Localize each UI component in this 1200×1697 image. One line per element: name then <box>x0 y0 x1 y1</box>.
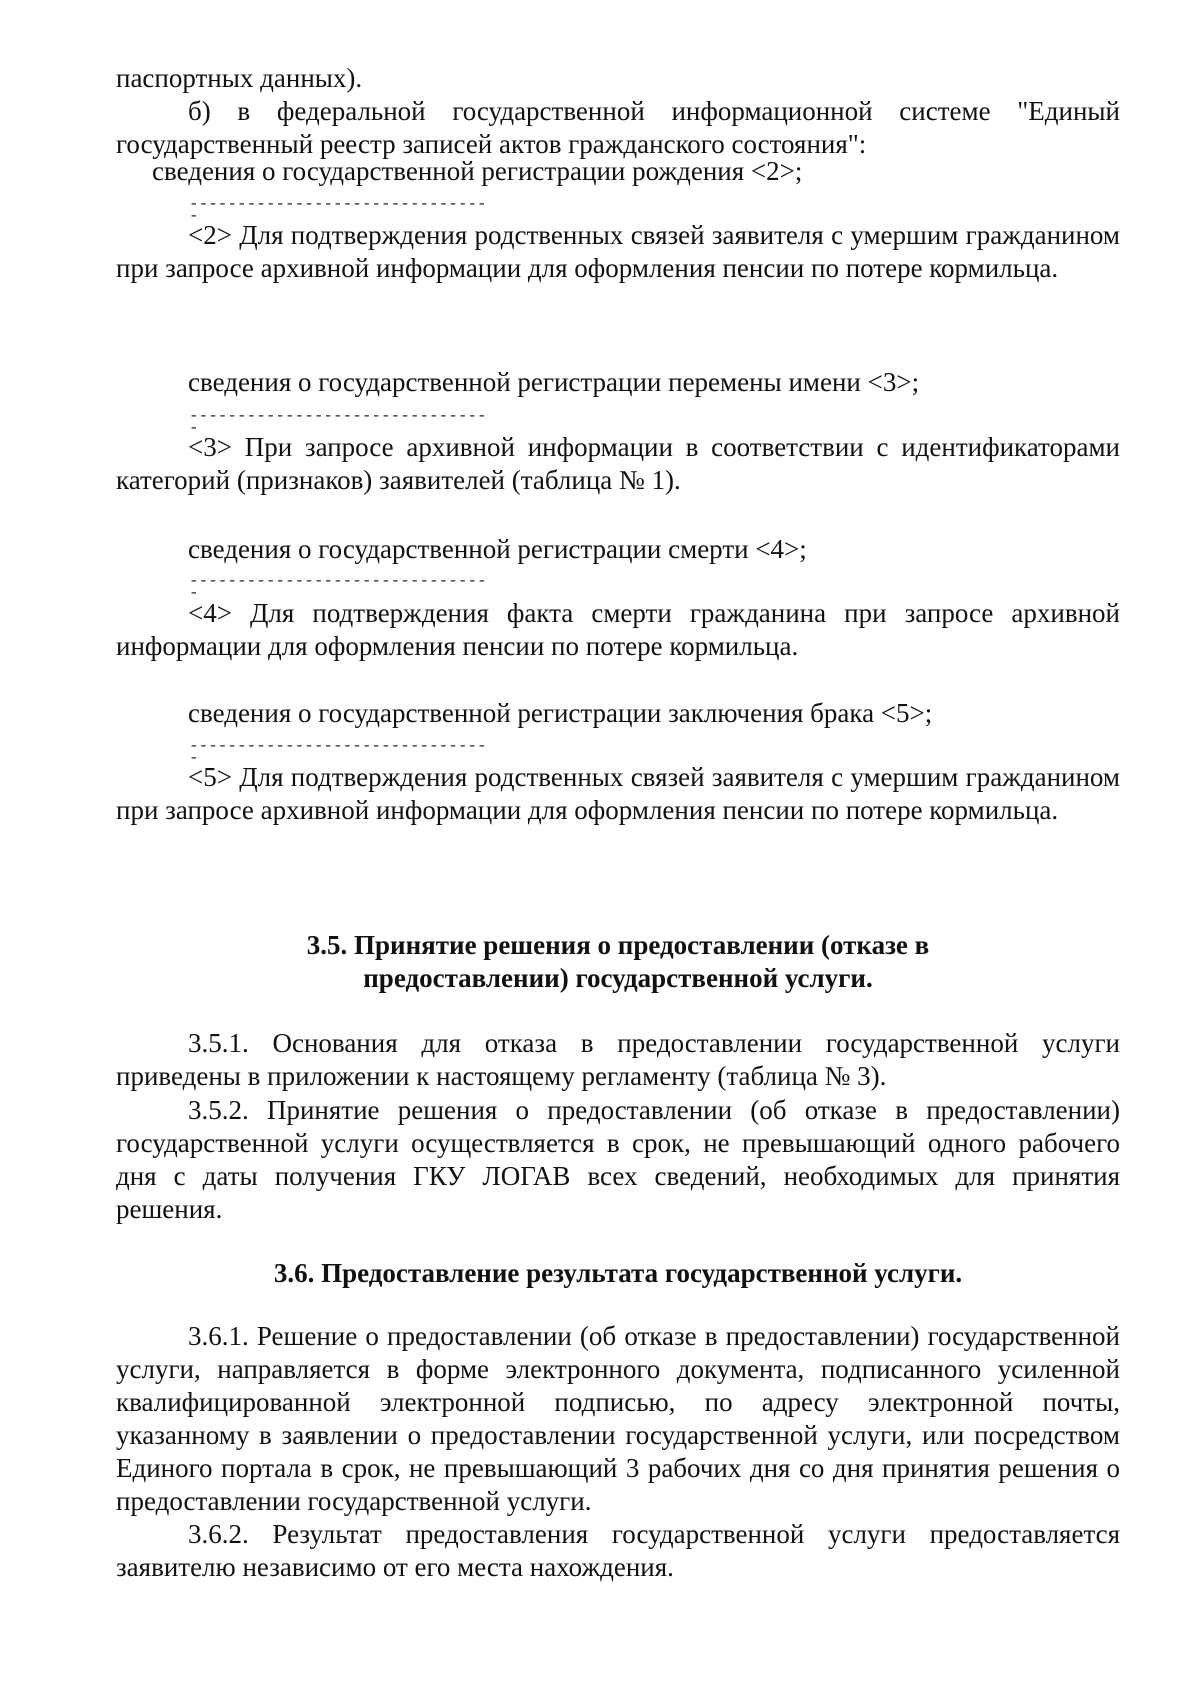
footnote-3: <3> При запросе архивной информации в соответствии с идентификаторами категорий (признаков) заявителей (таблица № 1). <box>116 432 1120 495</box>
item-death-registration: сведения о государственной регистрации смерти <4>; <box>188 534 807 564</box>
footnote-4: <4> Для подтверждения факта смерти гражданина при запросе архивной информации для оформления пенсии по потере кормильца. <box>116 598 1120 661</box>
paragraph-3-5-2: 3.5.2. Принятие решения о предоставлении (об отказе в предоставлении) государственной услуги осуществляется в срок, не превышающий одного рабочего дня с даты получения ГКУ ЛОГАВ всех сведений, необходимых для принятия решения. <box>116 1095 1120 1224</box>
footnote-5: <5> Для подтверждения родственных связей заявителя с умершим гражданином при запросе архивной информации для оформления пенсии по потере кормильца. <box>116 762 1120 825</box>
paragraph-b-registry: б) в федеральной государственной информационной системе "Единый государственный реестр записей актов гражданского состояния": <box>116 96 1120 159</box>
footnote-separator-5: -------------------------------- <box>189 737 487 767</box>
paragraph-passport-data: паспортных данных). <box>116 63 363 93</box>
footnote-separator-3: -------------------------------- <box>189 407 487 437</box>
item-birth-registration: сведения о государственной регистрации рождения <2>; <box>152 156 803 186</box>
item-marriage-registration: сведения о государственной регистрации заключения брака <5>; <box>188 698 933 728</box>
footnote-separator-2: -------------------------------- <box>189 195 487 225</box>
section-heading-3-5: 3.5. Принятие решения о предоставлении (отказе в предоставлении) государственной услуги. <box>306 930 930 993</box>
paragraph-3-6-1: 3.6.1. Решение о предоставлении (об отказе в предоставлении) государственной услуги, направляется в форме электронного документа, подписанного усиленной квалифицированной электронной подписью, по адресу электронной почты, указанному в заявлении о предоставлении государственной услуги, или посредством Единого портала в срок, не превышающий 3 рабочих дня со дня принятия решения о предоставлении государственной услуги. <box>116 1321 1120 1516</box>
footnote-2: <2> Для подтверждения родственных связей заявителя с умершим гражданином при запросе архивной информации для оформления пенсии по потере кормильца. <box>116 220 1120 283</box>
paragraph-3-6-2: 3.6.2. Результат предоставления государственной услуги предоставляется заявителю независимо от его места нахождения. <box>116 1519 1120 1582</box>
paragraph-3-5-1: 3.5.1. Основания для отказа в предоставлении государственной услуги приведены в приложении к настоящему регламенту (таблица № 3). <box>116 1028 1120 1091</box>
item-name-change-registration: сведения о государственной регистрации перемены имени <3>; <box>188 367 920 397</box>
footnote-separator-4: -------------------------------- <box>189 572 487 602</box>
section-heading-3-6: 3.6. Предоставление результата государственной услуги. <box>273 1258 963 1288</box>
